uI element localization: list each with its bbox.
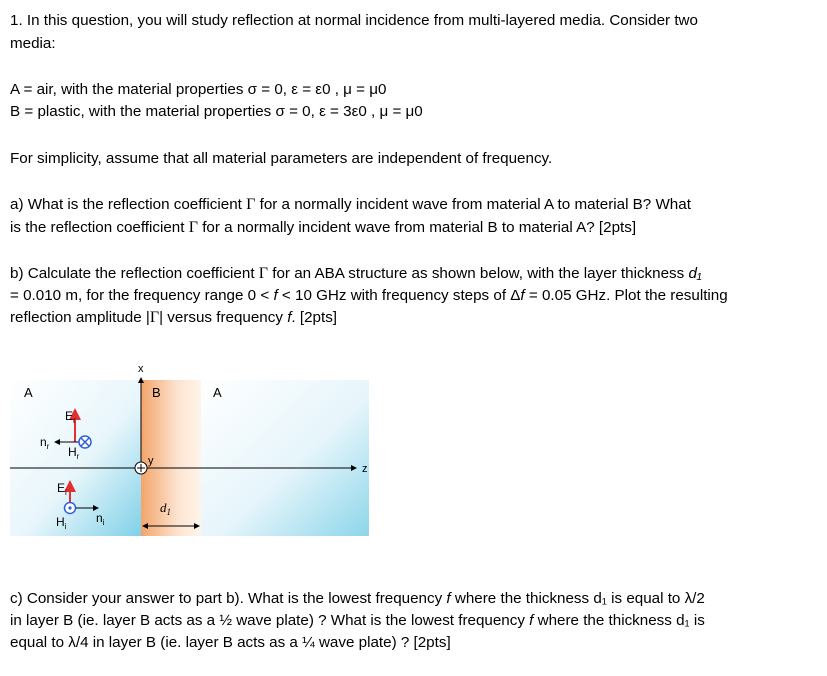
part-c-text: where the thickness d₁ is: [537, 612, 705, 629]
gamma-symbol: Γ: [188, 219, 198, 236]
part-a-text: a) What is the reflection coefficient: [10, 196, 242, 213]
simplicity-note: For simplicity, assume that all material parameters are independent of frequency.: [10, 150, 553, 167]
reflected-e-field-label: $E_r$: [65, 409, 76, 425]
part-b-text: | versus frequency: [159, 309, 283, 326]
incident-h-field-label: $H_i$: [56, 515, 67, 531]
part-b-text: = 0.010 m, for the frequency range 0 <: [10, 287, 270, 304]
frequency-variable: f: [529, 612, 534, 629]
part-a-text: for a normally incident wave from material B to material A? [2pts]: [202, 219, 637, 236]
media-a-definition: [10, 80, 386, 100]
part-c-line-3: equal to λ/4 in layer B (ie. layer B acts as a ¼ wave plate) ? [2pts]: [10, 634, 451, 651]
part-b-line-2: [10, 286, 728, 306]
frequency-variable: f: [273, 287, 278, 304]
region-a-left-label: A: [24, 385, 33, 400]
incident-e-field-label: $E_i$: [57, 481, 67, 497]
region-a-right: [201, 380, 369, 536]
part-b-line-1: [10, 264, 702, 284]
part-b-line-3: [10, 308, 337, 328]
intro-line-1: 1. In this question, you will study reflection at normal incidence from multi-layered media. Consider two: [10, 12, 698, 29]
x-axis-label: x: [138, 363, 144, 375]
frequency-variable: f: [287, 309, 292, 326]
frequency-variable: f: [446, 590, 451, 607]
thickness-variable: d₁: [688, 265, 702, 282]
part-c-text: c) Consider your answer to part b). What is the lowest frequency: [10, 590, 443, 607]
media-a-properties: σ = 0, ε = ε0 , μ = μ0: [247, 81, 387, 98]
gamma-symbol: Γ: [258, 265, 269, 282]
part-b-text: < 10 GHz with frequency steps of Δ: [281, 287, 521, 304]
media-b-definition: [10, 102, 423, 122]
incident-h-field-dot: [68, 506, 71, 509]
part-b-text: = 0.05 GHz. Plot the resulting: [528, 287, 728, 304]
layer-thickness-label: $d_1$: [160, 500, 171, 517]
aba-structure-diagram: [10, 360, 370, 540]
part-a-text: is the reflection coefficient: [10, 219, 185, 236]
part-a-line-2: [10, 218, 636, 238]
gamma-symbol: Γ: [246, 196, 256, 213]
part-c-text: in layer B (ie. layer B acts as a ½ wave plate) ? What is the lowest frequency: [10, 612, 525, 629]
intro-line-2: media:: [10, 35, 56, 52]
part-b-text: reflection amplitude |: [10, 309, 150, 326]
media-b-properties: σ = 0, ε = 3ε0 , μ = μ0: [275, 103, 423, 120]
incident-direction-label: $n_i$: [96, 511, 105, 527]
reflected-h-field-label: $H_r$: [68, 445, 80, 461]
media-a-label: A = air, with the material properties: [10, 81, 244, 98]
reflected-direction-label: $n_r$: [40, 435, 50, 451]
part-a-text: for a normally incident wave from material A to material B? What: [259, 196, 691, 213]
part-c-line-2: [10, 611, 705, 631]
part-a-line-1: [10, 195, 691, 215]
y-axis-label: y: [148, 455, 154, 467]
part-b-text: b) Calculate the reflection coefficient: [10, 265, 255, 282]
z-axis-label: z: [362, 463, 368, 475]
part-b-text: for an ABA structure as shown below, with the layer thickness: [272, 265, 685, 282]
part-b-text: . [2pts]: [291, 309, 338, 326]
media-b-label: B = plastic, with the material properties: [10, 103, 272, 120]
part-c-text: where the thickness d₁ is equal to λ/2: [454, 590, 705, 607]
part-c-line-1: [10, 589, 705, 609]
gamma-symbol: Γ: [149, 309, 160, 326]
region-b-label: B: [152, 385, 161, 400]
frequency-variable: f: [520, 287, 525, 304]
region-a-right-label: A: [213, 385, 222, 400]
